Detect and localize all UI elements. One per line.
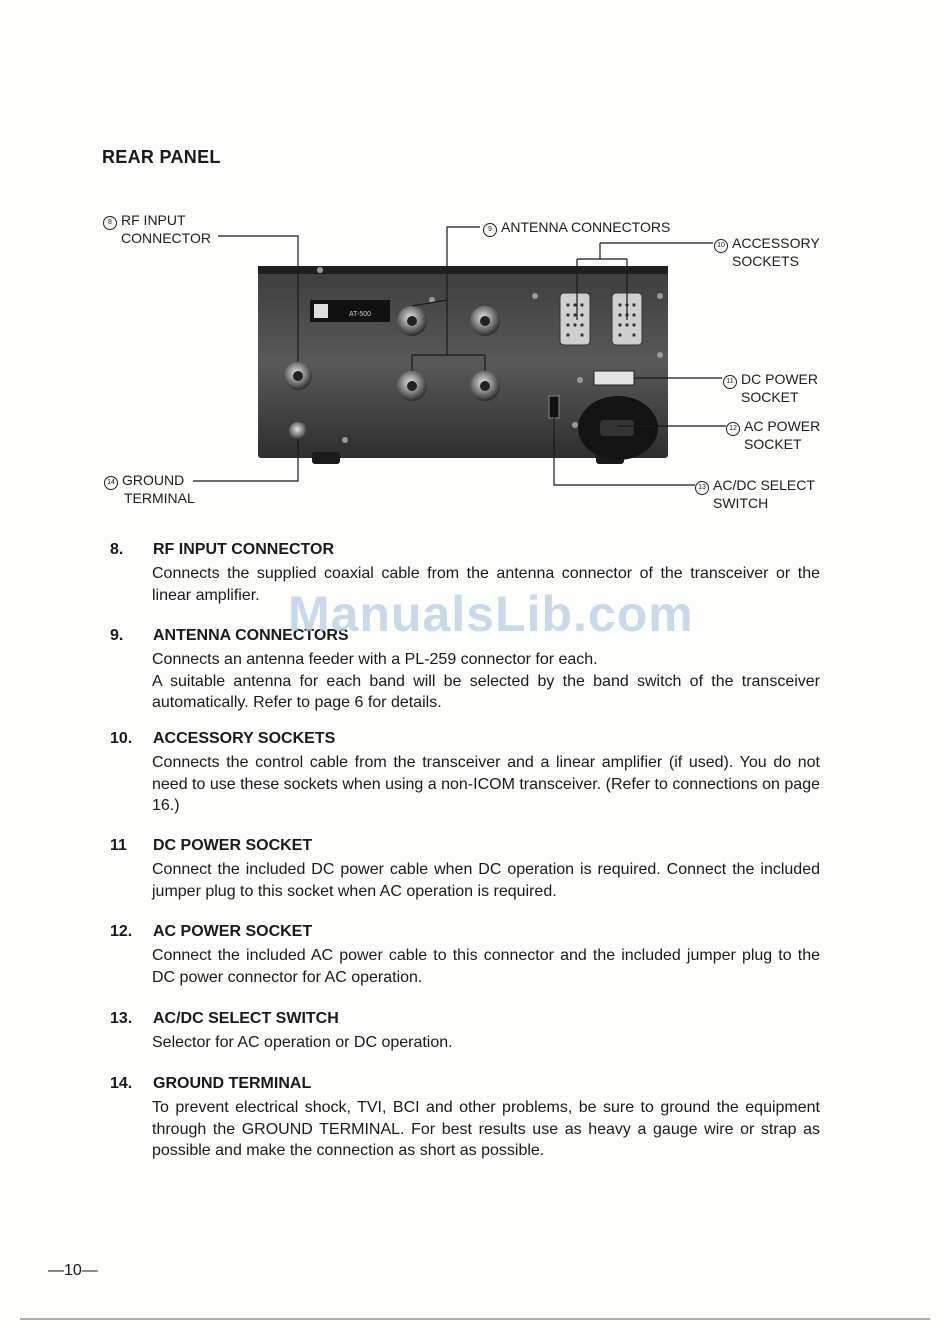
scan-edge-line: [20, 1318, 930, 1320]
item-description: Selector for AC operation or DC operation.: [152, 1034, 453, 1051]
label-accessory: 10 ACCESSORY SOCKETS: [714, 235, 820, 269]
svg-text:AT-500: AT-500: [348, 311, 372, 318]
acdc-select-switch: [549, 396, 559, 418]
callout-number: 11: [723, 375, 737, 389]
page-number: —10—: [48, 1262, 98, 1279]
label-rf-input: 8 RF INPUT CONNECTOR: [103, 212, 211, 246]
dc-power-socket: [594, 371, 634, 385]
watermark: ManualsLib.com: [288, 586, 694, 642]
item-heading: ANTENNA CONNECTORS: [153, 627, 349, 644]
label-ground: 14 GROUND TERMINAL: [104, 472, 195, 506]
callout-number: 13: [695, 481, 709, 495]
accessory-socket-1: [560, 293, 590, 345]
item-description: Connects the control cable from the transceiver and a linear amplifier (if used). You do not need to use these sockets when using a non-ICOM transceiver. (Refer to connections on page 16.): [152, 754, 820, 814]
item-heading: RF INPUT CONNECTOR: [153, 541, 335, 558]
callout-number: 9: [483, 223, 497, 237]
item-heading: AC/DC SELECT SWITCH: [153, 1010, 339, 1027]
label-ac-power: 12 AC POWER SOCKET: [726, 418, 820, 452]
foot-left: [312, 452, 340, 464]
item-heading: AC POWER SOCKET: [153, 923, 313, 940]
item-description: To prevent electrical shock, TVI, BCI and other problems, be sure to ground the equipment through the GROUND TERMINAL. For best results use as heavy a gauge wire or strap as possible and make the connection as short as possible.: [152, 1099, 820, 1159]
item-description: Connect the included AC power cable to this connector and the included jumper plug to the DC power connector for AC operation.: [152, 947, 820, 986]
item-heading: ACCESSORY SOCKETS: [153, 730, 336, 747]
section-title: REAR PANEL: [102, 147, 221, 167]
item-number: 9.: [110, 627, 124, 644]
label-antenna: 9 ANTENNA CONNECTORS: [483, 219, 670, 237]
label-dc-power: 11 DC POWER SOCKET: [723, 371, 818, 405]
label-acdc-switch: 13 AC/DC SELECT SWITCH: [695, 477, 815, 511]
item-number: 8.: [110, 541, 124, 558]
callout-number: 10: [714, 239, 728, 253]
item-heading: GROUND TERMINAL: [153, 1075, 312, 1092]
item-description: Connects the supplied coaxial cable from the antenna connector of the transceiver or the linear amplifier.: [152, 565, 820, 604]
callout-number: 12: [726, 422, 740, 436]
ground-terminal: [289, 422, 307, 440]
callout-number: 8: [103, 216, 117, 230]
item-number: 10.: [110, 730, 133, 747]
item-number: 14.: [110, 1075, 133, 1092]
item-description: Connects an antenna feeder with a PL-259 connector for each. A suitable antenna for each band will be selected by the band switch of the transceiver automatically. Refer to page 6 for details.: [152, 651, 820, 711]
callout-number: 14: [104, 476, 118, 490]
item-description: Connect the included DC power cable when DC operation is required. Connect the included jumper plug to this socket when AC operation is required.: [152, 861, 820, 900]
item-heading: DC POWER SOCKET: [153, 837, 313, 854]
item-number: 12.: [110, 923, 133, 940]
item-number: 13.: [110, 1010, 133, 1027]
item-number: 11: [110, 837, 127, 854]
